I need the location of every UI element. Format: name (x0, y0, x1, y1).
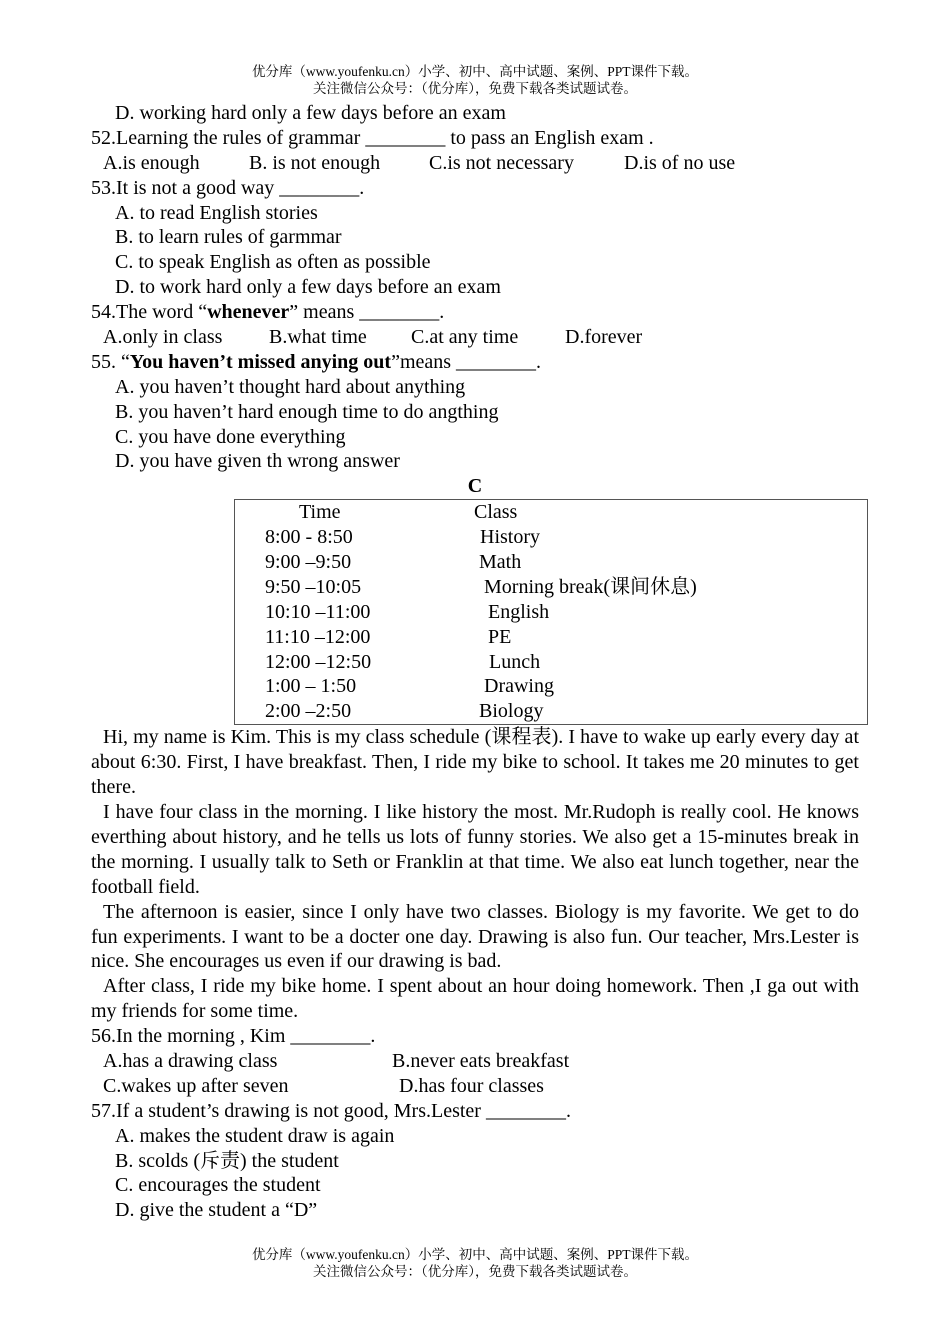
q56-option-c: C.wakes up after seven (103, 1074, 289, 1097)
q56-option-d: D.has four classes (399, 1074, 544, 1097)
q53-option-b: B. to learn rules of garmmar (115, 226, 342, 249)
q55-option-a: A. you haven’t thought hard about anything (115, 375, 466, 398)
schedule-row (235, 650, 867, 675)
q56-stem: 56.In the morning , Kim ________. (91, 1025, 376, 1048)
schedule-time: 1:00 – 1:50 (265, 675, 357, 698)
q54-option-b: B.what time (269, 326, 367, 349)
schedule-class: Biology (479, 700, 544, 723)
q52-option-b: B. is not enough (249, 151, 381, 174)
schedule-header-row (235, 500, 867, 525)
page-footer (0, 1246, 950, 1280)
schedule-class: Lunch (489, 650, 541, 673)
q55-stem (91, 350, 859, 375)
passage-text: The afternoon is easier, since I only have two classes. Biology is my favorite. We get to do fun experiments. I want to be a docter one day. Drawing is also fun. Our teacher, Mrs.Lester is nice. She encourages us even if our drawing is bad. (91, 900, 859, 973)
q56-options-row-2 (91, 1074, 859, 1099)
q57-option-b: B. scolds (斥责) the student (115, 1149, 339, 1172)
schedule-row (235, 575, 867, 600)
schedule-row (235, 699, 867, 724)
q52-stem: 52.Learning the rules of grammar ________ to pass an English exam . (91, 126, 654, 149)
q52-option-a: A.is enough (103, 151, 200, 174)
schedule-time: 9:50 –10:05 (265, 575, 362, 598)
q55-option-b: B. you haven’t hard enough time to do angthing (115, 400, 499, 423)
q57-option-c: C. encourages the student (115, 1174, 321, 1197)
q54-option-c: C.at any time (411, 326, 519, 349)
q54-options (91, 325, 859, 350)
q57-option-d: D. give the student a “D” (115, 1199, 318, 1222)
q53-option-a: A. to read English stories (115, 201, 318, 224)
schedule-row (235, 625, 867, 650)
q53-option-d: D. to work hard only a few days before an exam (115, 276, 501, 299)
schedule-time: 2:00 –2:50 (265, 700, 352, 723)
q57-stem: 57.If a student’s drawing is not good, Mrs.Lester ________. (91, 1099, 571, 1122)
schedule-class: Drawing (484, 675, 554, 698)
q55-option-d: D. you have given th wrong answer (115, 450, 400, 473)
schedule-time: 12:00 –12:50 (265, 650, 372, 673)
q54-option-a: A.only in class (103, 326, 223, 349)
q51-option-d: D. working hard only a few days before an exam (115, 102, 506, 124)
schedule-class: English (488, 600, 550, 623)
schedule-time-header: Time (299, 501, 341, 524)
schedule-time: 8:00 - 8:50 (265, 526, 353, 549)
q56-option-a: A.has a drawing class (103, 1050, 278, 1073)
class-schedule-table (234, 499, 868, 725)
q53-option-c: C. to speak English as often as possible (115, 251, 431, 274)
q52-option-d: D.is of no use (624, 151, 736, 174)
schedule-class: History (480, 526, 540, 549)
schedule-time: 11:10 –12:00 (265, 625, 371, 648)
schedule-time: 10:10 –11:00 (265, 600, 371, 623)
passage-paragraph (91, 974, 859, 1024)
header-line-2: 关注微信公众号：（优分库），免费下载各类试题试卷。 (313, 81, 637, 96)
q52-options (91, 151, 859, 176)
passage-paragraph (91, 900, 859, 975)
q55-stem-pre: 55. “ (91, 350, 130, 373)
q52-option-c: C.is not necessary (429, 151, 574, 174)
q55-keyword: You haven’t missed anying out (129, 350, 392, 373)
schedule-class-header: Class (474, 501, 518, 524)
footer-line-1: 优分库（www.youfenku.cn）小学、初中、高中试题、案例、PPT课件下载。 (251, 1247, 699, 1262)
q55-stem-post: ”means ________. (391, 350, 542, 373)
schedule-class: Morning break(课间休息) (484, 575, 697, 598)
header-line-1: 优分库（www.youfenku.cn）小学、初中、高中试题、案例、PPT课件下载。 (251, 64, 699, 79)
schedule-row (235, 550, 867, 575)
q53-stem: 53.It is not a good way ________. (91, 176, 365, 199)
q55-option-c: C. you have done everything (115, 425, 346, 448)
schedule-class: PE (488, 625, 512, 648)
q56-options-row-1 (91, 1049, 859, 1074)
q54-keyword: whenever (207, 301, 290, 324)
schedule-time: 9:00 –9:50 (265, 551, 352, 574)
q54-stem-pre: 54.The word “ (91, 301, 208, 324)
q57-option-a: A. makes the student draw is again (115, 1124, 395, 1147)
q54-stem-post: ” means ________. (289, 301, 445, 324)
q54-option-d: D.forever (565, 326, 643, 349)
passage-paragraph (91, 800, 859, 900)
schedule-class: Math (479, 551, 522, 574)
q56-option-b: B.never eats breakfast (392, 1050, 570, 1073)
schedule-row (235, 525, 867, 550)
schedule-row (235, 600, 867, 625)
passage-paragraph (91, 725, 859, 800)
page-header (0, 63, 950, 97)
footer-line-2: 关注微信公众号：（优分库），免费下载各类试题试卷。 (313, 1264, 637, 1279)
section-c-heading: C (467, 475, 483, 498)
exam-content (91, 101, 859, 1223)
passage-text: After class, I ride my bike home. I spent about an hour doing homework. Then ,I ga out with my friends for some time. (91, 975, 859, 1023)
q54-stem (91, 300, 859, 325)
passage-text: Hi, my name is Kim. This is my class schedule (课程表). I have to wake up early every day at about 6:30. First, I have breakfast. Then, I ride my bike to school. It takes me 20 minutes to get there. (91, 726, 859, 799)
schedule-row (235, 674, 867, 699)
passage-text: I have four class in the morning. I like history the most. Mr.Rudoph is really cool. He knows everthing about history, and he tells us lots of funny stories. We also get a 15-minutes break in the morning. I usually talk to Seth or Franklin at that time. We also eat lunch together, near the football field. (91, 800, 859, 898)
